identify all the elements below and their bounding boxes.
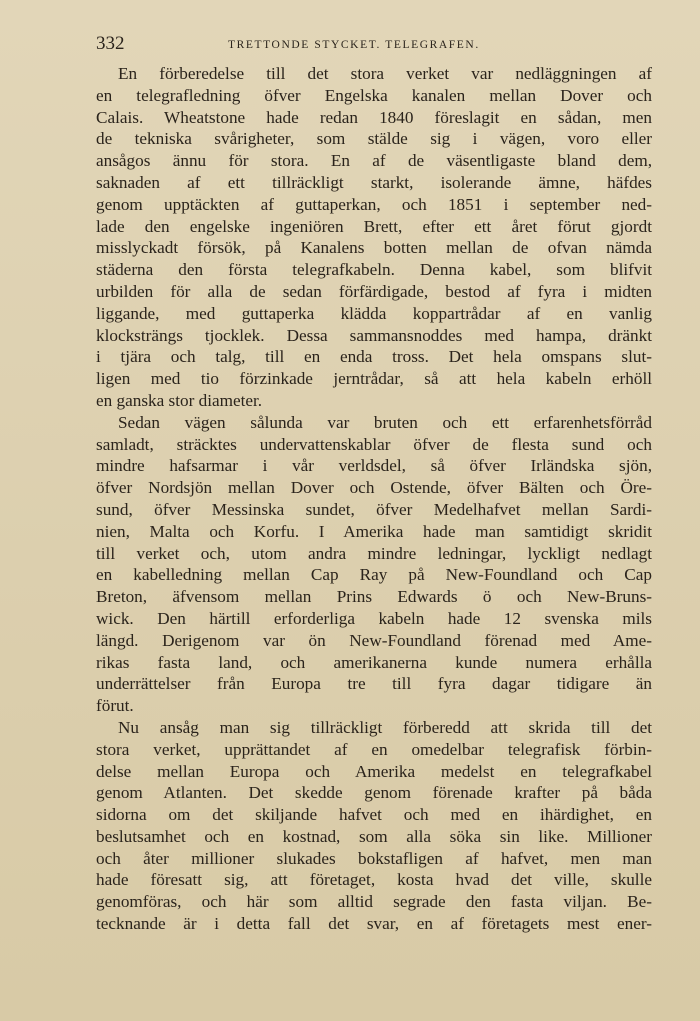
- text-line: rikas fasta land, och amerikanerna kunde numera erhålla: [96, 652, 652, 672]
- text-line: till verket och, utom andra mindre ledningar, lyckligt nedlagt: [96, 543, 652, 563]
- text-line: genomföras, och här som alltid segrade den fasta viljan. Be-: [96, 892, 652, 912]
- text-line: underrättelser från Europa tre till fyra dagar tidigare än: [96, 674, 652, 694]
- text-line: wick. Den härtill erforderliga kabeln hade 12 svenska mils: [96, 608, 652, 628]
- text-line: Sedan vägen sålunda var bruten och ett erfarenhetsförråd: [118, 412, 652, 432]
- text-line: lade den engelske ingeniören Brett, efter ett året förut gjordt: [96, 216, 652, 236]
- text-line: samladt, sträcktes undervattenskablar öfver de flesta sund och: [96, 434, 652, 454]
- text-line: hade föresatt sig, att företaget, kosta hvad det ville, skulle: [96, 870, 652, 890]
- text-line: Breton, äfvensom mellan Prins Edwards ö och New-Bruns-: [96, 587, 652, 607]
- text-line: En förberedelse till det stora verket var nedläggningen af: [118, 64, 652, 83]
- page-header: [96, 33, 656, 55]
- text-line: förut.: [96, 696, 134, 716]
- text-line: ligen med tio förzinkade jerntrådar, så att hela kabeln erhöll: [96, 369, 652, 389]
- text-line: i tjära och talg, till en enda tross. Det hela omspans slut-: [96, 347, 652, 367]
- text-line: ansågos ännu för stora. En af de väsentligaste bland dem,: [96, 151, 652, 171]
- text-line: öfver Nordsjön mellan Dover och Ostende, öfver Bälten och Öre-: [96, 478, 652, 498]
- text-line: stora verket, upprättandet af en omedelbar telegrafisk förbin-: [96, 739, 652, 759]
- text-line: sund, öfver Messinska sundet, öfver Medelhafvet mellan Sardi-: [96, 499, 652, 519]
- text-line: klocksträngs tjocklek. Dessa sammansnoddes med hampa, dränkt: [96, 325, 652, 345]
- text-line: genom Atlanten. Det skedde genom förenade krafter på båda: [96, 783, 652, 803]
- text-line: genom upptäckten af guttaperkan, och 1851 i september ned-: [96, 194, 652, 214]
- text-line: en telegrafledning öfver Engelska kanalen mellan Dover och: [96, 85, 652, 105]
- text-line: beslutsamhet och en kostnad, som alla söka sin like. Millioner: [96, 826, 652, 846]
- page-number: 332: [96, 33, 125, 54]
- text-line: liggande, med guttaperka klädda koppartrådar af en vanlig: [96, 303, 652, 323]
- text-line: Calais. Wheatstone hade redan 1840 föreslagit en sådan, men: [96, 107, 652, 127]
- text-line: nien, Malta och Korfu. I Amerika hade man samtidigt skridit: [96, 521, 652, 541]
- text-line: delse mellan Europa och Amerika medelst en telegrafkabel: [96, 761, 652, 781]
- text-line: längd. Derigenom var ön New-Foundland förenad med Ame-: [96, 630, 652, 650]
- text-line: de tekniska svårigheter, som stälde sig i vägen, voro eller: [96, 129, 652, 149]
- text-line: mindre hafsarmar i vår verldsdel, så öfver Irländska sjön,: [96, 456, 652, 476]
- text-line: misslyckadt försök, på Kanalens botten mellan de ofvan nämda: [96, 238, 652, 258]
- text-line: städerna den första telegrafkabeln. Denna kabel, som blifvit: [96, 260, 652, 280]
- text-line: saknaden af ett tillräckligt starkt, isolerande ämne, häfdes: [96, 172, 652, 192]
- text-line: urbilden för alla de sedan förfärdigade, bestod af fyra i midten: [96, 281, 652, 301]
- body-text: [96, 63, 652, 935]
- text-line: och åter millioner slukades bokstafligen af hafvet, men man: [96, 848, 652, 868]
- text-line: en ganska stor diameter.: [96, 390, 263, 410]
- text-line: en kabelledning mellan Cap Ray på New-Foundland och Cap: [96, 565, 652, 585]
- text-line: sidorna om det skiljande hafvet och med en ihärdighet, en: [96, 805, 652, 825]
- text-line: tecknande är i detta fall det svar, en af företagets mest ener-: [96, 914, 652, 934]
- running-head: TRETTONDE STYCKET. TELEGRAFEN.: [228, 39, 480, 51]
- text-line: Nu ansåg man sig tillräckligt förberedd att skrida till det: [118, 717, 652, 737]
